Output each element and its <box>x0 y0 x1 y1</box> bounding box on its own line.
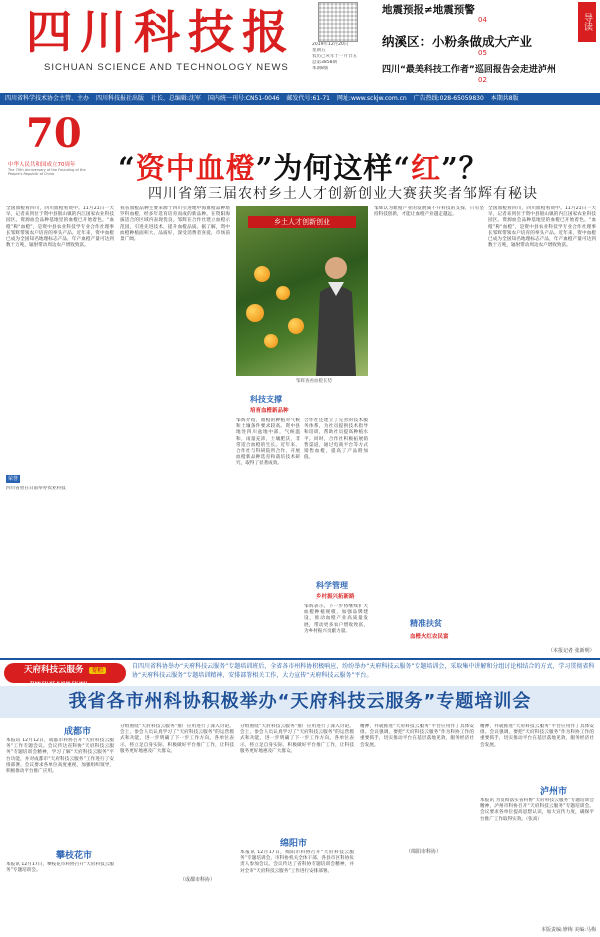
issue-date: 2019年12月20日 <box>312 42 349 47</box>
issue-weekday: 星期五 <box>312 48 326 53</box>
info-sponsor: 四川省科学技术协会主管、主办 <box>5 95 90 102</box>
special-column-4: 精神，并就推进“天府科技云服务”平台应用作了具体安排。会议强调，要把“天府科技云服务”作为科协工作的重要抓手，切实推动平台在基层落地见效，服务经济社会发展。 <box>360 724 474 748</box>
farmer-figure <box>312 252 358 376</box>
special-section-intro: 自四川省科协举办“天府科技云服务”专题培训班后，全省各市州科协积极响应，纷纷举办“天府科技云服务”专题培训会，采取集中讲解和分组讨论相结合的方式，学习贯彻省科协“天府科技云服务”专题培训精神，安排部署相关工作，大力宣传“天府科技云服务”平台。 <box>132 663 595 679</box>
orange-fruit <box>288 318 304 334</box>
special-signature-mianyang: （绵阳市科协） <box>406 849 442 855</box>
article-column-2: 我省血橙品种主要来源于四川引进地中海血橙品种塔罗科血橙，经多年选育培育而成的新品种。在资阳海拔适合的区域内表现优良。邹辉在合作社建立血橙示范园，引进先进技术，提升血橙品质。据了解，资中血橙种植面积大，品质好，深受消费者喜爱，市场前景广阔。 <box>120 206 230 243</box>
photo-banner: 乡土人才创新创业 <box>248 216 356 228</box>
section-title-tech-support: 科技支撑 <box>250 395 282 404</box>
headline-end: ”？ <box>441 151 489 185</box>
special-section-logo[interactable] <box>4 663 126 686</box>
special-column-3: 本报讯 12月17日，绵阳市科协召开“天府科技云服务”专题培训会，市科协机关全体干部、各县市区科协负责人参加会议。会议传达了省科协专题培训会精神，并对全市“天府科技云服务”工作进行安排部署。 <box>240 850 354 874</box>
article-column-3: 邹辉介绍，血橙的种植对气候和土壤条件要求较高。资中县地处四川盆地中部，气候温和，雨量充沛，土壤肥沃，非常适合血橙的生长。近年来，合作社与科研院所合作，开展血橙新品种选育和栽培技术研究，取得了显著成效。 <box>236 418 300 467</box>
section-title-poverty: 精准扶贫 <box>410 619 442 628</box>
info-editor: 社长、总编辑:沈军 <box>150 95 201 102</box>
city-heading-luzhou: 泸州市 <box>540 787 568 797</box>
special-column-5a: 精神，并就推进“天府科技云服务”平台应用作了具体安排。会议强调，要把“天府科技云服务”作为科协工作的重要抓手，切实推动平台在基层落地见效，服务经济社会发展。 <box>480 724 594 748</box>
city-heading-mianyang: 绵阳市 <box>280 839 308 849</box>
orange-fruit <box>264 334 278 348</box>
issue-info <box>312 42 376 72</box>
headline-keyword-1: 资中血橙 <box>135 151 256 185</box>
guide-item-link[interactable]: 纳溪区：小粉条做成大产业 <box>382 34 533 49</box>
masthead <box>0 0 600 92</box>
city-heading-chengdu: 成都市 <box>64 727 92 737</box>
article-column-1: 全国血橙看四川，四川血橙看资中。11月21日一大早，记者来到位于资中县银山镇的内江国家农业科技园区。资源血会品种基地里的血橙已开始着色。“血橙”称“血橙”，是资中县农业科技学专业合作社理事长邹辉带领农户培育的拳头产品。近年来，资中血橙已成为全国知名地理标志产品，年产血橙产量可达到数十万吨，辐射带动周边农户增收致富。 <box>6 206 114 249</box>
special-column-1b: 本报讯 12月17日，攀枝花市科协召开“天府科技云服务”专题培训会。 <box>6 862 114 874</box>
special-section-headline[interactable]: 我省各市州科协积极举办“天府科技云服务”专题培训会 <box>0 686 600 718</box>
emblem-sub-caption: The 70th Anniversary of the Founding of the People's Republic of China <box>8 168 86 176</box>
special-section-logo-text: 天府科技云服务 <box>24 665 84 675</box>
publication-info-bar <box>0 93 600 105</box>
headline-quote-open: “ <box>118 151 136 185</box>
special-column-3a: 分组围绕“天府科技云服务”推广应用进行了深入讨论。会上，参会人员认真学习了“天府科技云服务”的运营模式和功能，进一步明确了下一步工作方向。各单位表示，将立足自身实际，积极做好平台推广工作，让科技服务更好地惠及广大群众。 <box>240 724 354 754</box>
guide-item-page: 05 <box>478 49 487 57</box>
orange-fruit <box>254 266 270 282</box>
page-footer-editors: 本版责编:廖梅 美编:马梅 <box>541 927 596 933</box>
section-subtitle: 培育血橙新品种 <box>250 408 289 414</box>
headline-middle: ”为何这样“ <box>255 151 412 185</box>
special-section-logo-sub: TIAN FU KE JI YUN FU WU <box>30 681 87 686</box>
special-column-5: 本报讯 为贯彻落实省科协“天府科技云服务”专题培训会精神，泸州市科协召开“天府科技云服务”专题培训会。会议要求各单位提高思想认识，加大宣传力度，确保平台推广工作取得实效。（张高） <box>480 798 594 822</box>
article-byline: （本报记者 张新明） <box>548 648 595 654</box>
issue-lunar: 农历己亥年十一月廿五 <box>312 54 357 59</box>
article-column-7: 全国血橙看四川，四川血橙看资中。11月21日一大早，记者来到位于资中县银山镇的内江国家农业科技园区。资源血会品种基地里的血橙已开始着色。“血橙”称“血橙”，是资中县农业科技学专业合作社理事长邹辉带领农户培育的拳头产品。近年来，资中血橙已成为全国知名地理标志产品，年产血橙产量可达到数十万吨，辐射带动周边农户增收致富。 <box>488 206 596 249</box>
info-ad-hotline: 广告热线:028-65059830 <box>413 95 484 102</box>
guide-item-page: 02 <box>478 76 487 84</box>
guide-label: 导读 <box>578 2 596 42</box>
guide-item-link[interactable]: 四川“最美科技工作者”巡回报告会走进泸州 <box>382 65 556 75</box>
emblem-caption: 中华人民共和国成立70周年 <box>8 162 76 168</box>
special-signature-chengdu: （成都市科协） <box>180 877 216 883</box>
article-column-5: 邹辉表示，下一步将继续扩大血橙种植规模，加强品牌建设，推动血橙产业高质量发展，带动更多农户增收致富，为乡村振兴贡献力量。 <box>304 604 368 634</box>
guide-item-page: 04 <box>478 16 487 24</box>
headline-keyword-2: 红 <box>411 151 442 185</box>
newspaper-logo: 四川科技报 <box>26 5 296 59</box>
article-photo <box>236 206 368 376</box>
issue-number: 总第3858期 <box>312 60 337 65</box>
article-column-4: 合作社还建立了完善的技术服务体系，为社员提供技术指导和培训，帮助社员提高种植水平。同时，合作社积极拓展销售渠道，通过电商平台等方式销售血橙，提高了产品附加值。 <box>304 418 368 461</box>
qr-code-icon <box>318 2 358 42</box>
special-column-1: 本报讯 12月12日，成都市科协召开“天府科技云服务”工作专题会议。会议传达省科协“天府科技云服务”专题培训会精神，学习了解“天府科技云服务”平台功能，并对成都市“天府科技云服务”工作进行了安排部署。会议要求各单位高度重视，加强组织领导，积极推动平台推广应用。 <box>6 738 114 775</box>
article-column-6: 邹辉认为血橙产业的发展离不开科技的支撑，只有坚持科技创新，才能让血橙产业越走越远。 <box>374 206 484 218</box>
issue-pages: 本期8版 <box>312 66 329 71</box>
emblem-number: 70 <box>26 110 82 157</box>
info-publisher: 四川科技报社出版 <box>95 95 144 102</box>
guide-item-link[interactable]: 地震预报≠地震预警 <box>382 4 475 16</box>
section-subtitle: 乡村振兴拓新路 <box>316 594 355 600</box>
photo-caption: 邹辉查看血橙长势 <box>296 379 332 384</box>
sub-headline: 四川省第三届农村乡土人才创新创业大赛获奖者邹辉有秘诀 <box>148 186 538 202</box>
orange-fruit <box>276 286 290 300</box>
anniversary-emblem <box>8 110 94 176</box>
special-section-badge: 专栏 <box>91 667 104 674</box>
guide-column <box>382 0 600 92</box>
special-column-2: 分组围绕“天府科技云服务”推广应用进行了深入讨论。会上，参会人员认真学习了“天府科技云服务”的运营模式和功能，进一步明确了下一步工作方向。各单位表示，将立足自身实际，积极做好平台推广工作，让科技服务更好地惠及广大群众。 <box>120 724 234 754</box>
section-subtitle: 血橙火红农民富 <box>410 634 449 640</box>
article-column-1b: 四川省曾在日前举办农业科技 <box>6 486 66 491</box>
info-page-count: 本期共8版 <box>490 95 519 102</box>
info-postal-code: 邮发代号:61-71 <box>286 95 330 102</box>
newspaper-logo-english: SICHUAN SCIENCE AND TECHNOLOGY NEWS <box>44 62 289 73</box>
special-section-bar <box>0 658 600 686</box>
main-headline[interactable] <box>118 146 489 187</box>
info-cn-number: 国内统一刊号:CN51-0046 <box>207 95 280 102</box>
section-tag-honor: 荣誉 <box>8 476 19 482</box>
info-website[interactable]: 网址:www.sckjw.com.cn <box>336 95 407 102</box>
section-title-management: 科学管理 <box>316 581 348 590</box>
orange-fruit <box>246 304 264 322</box>
city-heading-panzhihua: 攀枝花市 <box>56 851 93 861</box>
